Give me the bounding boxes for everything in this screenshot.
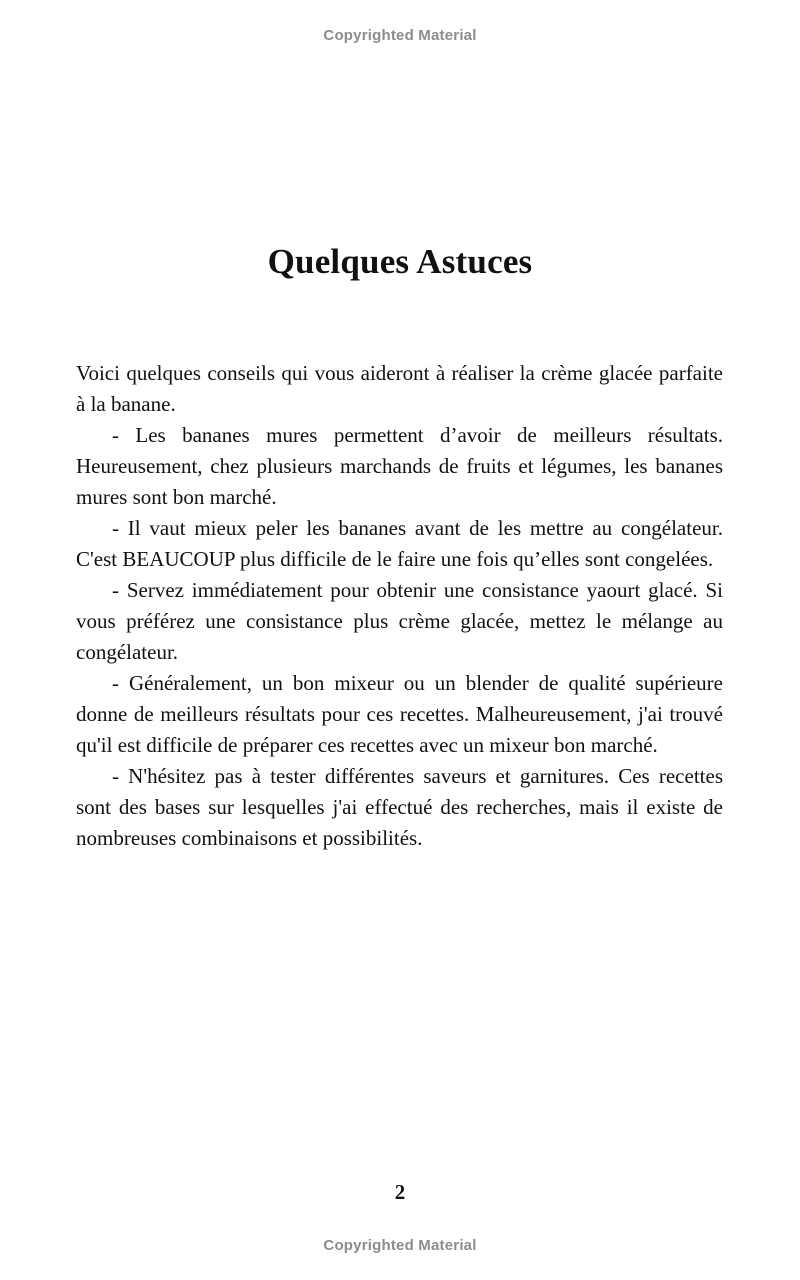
body-text (76, 358, 723, 854)
tip-paragraph-try-flavors: - N'hésitez pas à tester différentes saveurs et garnitures. Ces recettes sont des bases sur lesquelles j'ai effectué des recherches, mais il existe de nombreuses combinaisons et possibilités. (76, 764, 723, 850)
tip-paragraph-peel-bananas: - Il vaut mieux peler les bananes avant de les mettre au congélateur. C'est BEAUCOUP plus difficile de le faire une fois qu’elles sont congelées. (76, 516, 723, 571)
tip-paragraph-serve-immediately: - Servez immédiatement pour obtenir une consistance yaourt glacé. Si vous préférez une consistance plus crème glacée, mettez le mélange au congélateur. (76, 578, 723, 664)
tip-paragraph-good-blender: - Généralement, un bon mixeur ou un blender de qualité supérieure donne de meilleurs résultats pour ces recettes. Malheureusement, j'ai trouvé qu'il est difficile de préparer ces recettes avec un mixeur bon marché. (76, 671, 723, 757)
intro-paragraph: Voici quelques conseils qui vous aideront à réaliser la crème glacée parfaite à la banane. (76, 361, 723, 416)
copyright-watermark-bottom: Copyrighted Material (323, 1237, 477, 1254)
page-number: 2 (394, 1180, 406, 1204)
page-title: Quelques Astuces (267, 242, 533, 281)
copyright-watermark-top: Copyrighted Material (323, 27, 477, 44)
tip-paragraph-ripe-bananas: - Les bananes mures permettent d’avoir de meilleurs résultats. Heureusement, chez plusieurs marchands de fruits et légumes, les bananes mures sont bon marché. (76, 423, 723, 509)
